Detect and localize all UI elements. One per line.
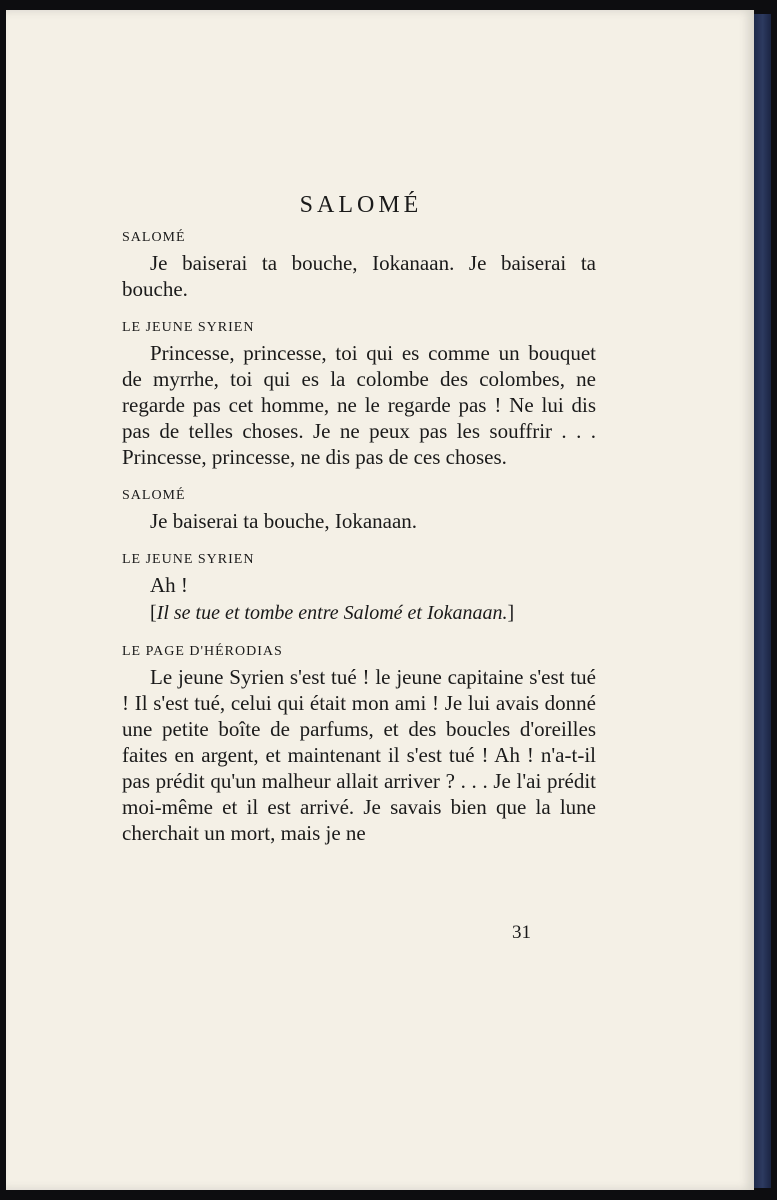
dialogue-line: Je baiserai ta bouche, Iokanaan. Je baiserai ta bouche. xyxy=(122,251,596,301)
stage-direction-text: Il se tue et tombe entre Salomé et Iokanaan. xyxy=(156,602,508,624)
book-cover-edge xyxy=(754,14,771,1188)
dialogue-line: Je baiserai ta bouche, Iokanaan. xyxy=(150,509,418,533)
book-page xyxy=(6,10,754,1190)
stage-direction: [Il se tue et tombe entre Salomé et Iokanaan.] xyxy=(150,602,515,624)
page-number: 31 xyxy=(512,922,531,943)
speaker-label: LE JEUNE SYRIEN xyxy=(122,320,255,335)
dialogue-line: Le jeune Syrien s'est tué ! le jeune capitaine s'est tué ! Il s'est tué, celui qui était mon ami ! Je lui avais donné une petite boîte de parfums, et des boucles d'oreilles faites en argent, et maintenant il s'est tué ! Ah ! n'a-t-il pas prédit qu'un malheur allait arriver ? . . . Je l'ai prédit moi-même et il est arrivé. Je savais bien que la lune cherchait un mort, mais je ne xyxy=(122,665,596,845)
dialogue-line: Ah ! xyxy=(150,573,188,597)
speaker-label: LE PAGE D'HÉRODIAS xyxy=(122,644,283,659)
speaker-label: LE JEUNE SYRIEN xyxy=(122,552,255,567)
dialogue-line: Princesse, princesse, toi qui es comme un bouquet de myrrhe, toi qui es la colombe des colombes, ne regarde pas cet homme, ne le regarde pas ! Ne lui dis pas de telles choses. Je ne peux pas les souffrir . . . Princesse, princesse, ne dis pas de ces choses. xyxy=(122,341,596,469)
speaker-label: SALOMÉ xyxy=(122,230,186,245)
speaker-label: SALOMÉ xyxy=(122,488,186,503)
page-title: SALOMÉ xyxy=(299,192,423,218)
dialogue-body xyxy=(122,230,596,846)
